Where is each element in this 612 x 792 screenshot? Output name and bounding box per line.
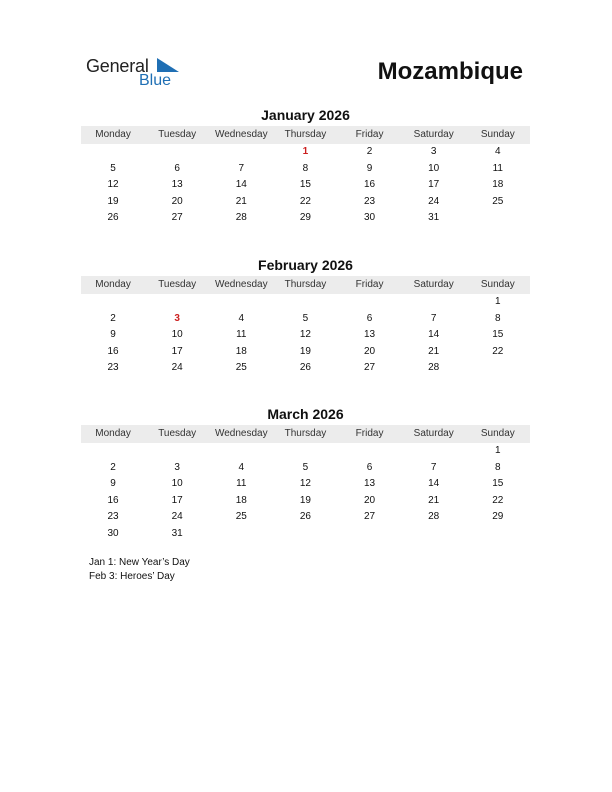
day-cell: 31 — [171, 527, 183, 539]
day-cell: 23 — [107, 362, 119, 374]
week-row — [81, 460, 530, 477]
day-cell: 30 — [364, 212, 376, 224]
empty-day-cell — [273, 294, 337, 311]
week-row — [81, 443, 530, 460]
empty-day-cell — [81, 144, 145, 161]
day-cell: 26 — [299, 511, 311, 523]
day-cell: 2 — [366, 146, 373, 157]
week-row — [81, 476, 530, 493]
day-cell: 31 — [428, 212, 440, 224]
day-cell: 18 — [235, 345, 247, 357]
day-cell: 29 — [492, 511, 504, 523]
day-cell: 20 — [364, 345, 376, 357]
empty-day-cell — [273, 443, 337, 460]
empty-day-cell — [81, 443, 145, 460]
empty-day-cell — [466, 526, 530, 543]
day-cell: 25 — [492, 195, 504, 207]
day-cell: 30 — [107, 527, 119, 539]
day-cell: 8 — [302, 162, 309, 174]
empty-day-cell — [338, 443, 402, 460]
week-row — [81, 360, 530, 377]
day-cell: 19 — [299, 494, 311, 506]
day-cell: 21 — [235, 195, 247, 207]
day-cell: 2 — [110, 461, 116, 473]
day-cell: 16 — [107, 345, 119, 357]
day-cell: 11 — [492, 162, 503, 174]
day-cell: 7 — [430, 461, 437, 473]
week-row — [81, 526, 530, 543]
week-row — [81, 194, 530, 211]
empty-day-cell — [402, 526, 466, 543]
week-row — [81, 493, 530, 510]
day-cell: 7 — [238, 162, 245, 174]
weekday-header: Sunday — [480, 279, 515, 290]
weekday-header: Friday — [355, 129, 384, 140]
empty-day-cell — [145, 144, 209, 161]
day-cell: 12 — [299, 478, 311, 490]
month-calendar — [81, 106, 530, 227]
empty-day-cell — [209, 526, 273, 543]
week-row — [81, 177, 530, 194]
empty-day-cell — [145, 294, 209, 311]
day-cell: 26 — [107, 212, 119, 224]
holiday-notes — [89, 556, 190, 584]
holiday-note: Jan 1: New Year’s Day — [89, 557, 190, 568]
day-cell: 1 — [302, 146, 309, 157]
day-cell: 15 — [492, 329, 504, 341]
day-cell: 25 — [235, 511, 247, 523]
weekday-header-row — [81, 126, 530, 144]
day-cell: 2 — [110, 312, 116, 324]
day-cell: 11 — [236, 478, 247, 490]
day-cell: 23 — [364, 195, 376, 207]
empty-day-cell — [209, 443, 273, 460]
weekday-header: Thursday — [284, 428, 327, 439]
empty-day-cell — [209, 144, 273, 161]
empty-day-cell — [338, 294, 402, 311]
empty-day-cell — [273, 526, 337, 543]
weekday-header: Friday — [355, 428, 384, 439]
day-cell: 18 — [235, 494, 247, 506]
day-cell: 14 — [235, 179, 247, 191]
month-title: January 2026 — [261, 107, 350, 123]
day-cell: 19 — [299, 345, 311, 357]
day-cell: 14 — [428, 478, 440, 490]
day-cell: 24 — [428, 195, 440, 207]
day-cell: 27 — [364, 362, 376, 374]
weekday-header: Saturday — [413, 428, 454, 439]
weekday-header-row — [81, 276, 530, 294]
day-cell: 24 — [171, 362, 183, 374]
day-cell: 28 — [428, 511, 440, 523]
day-cell: 13 — [171, 179, 183, 191]
day-cell: 13 — [364, 478, 376, 490]
month-calendar — [81, 256, 530, 377]
day-cell: 4 — [238, 461, 245, 473]
day-cell: 3 — [430, 146, 437, 157]
day-cell: 6 — [174, 162, 180, 174]
day-cell: 5 — [302, 312, 309, 324]
empty-day-cell — [402, 443, 466, 460]
holiday-note: Feb 3: Heroes’ Day — [89, 571, 175, 582]
week-row — [81, 294, 530, 311]
day-cell: 14 — [428, 329, 440, 341]
weekday-header: Monday — [95, 279, 131, 290]
day-cell: 21 — [428, 494, 440, 506]
day-cell: 22 — [299, 195, 311, 207]
day-cell: 4 — [495, 146, 501, 157]
day-cell: 19 — [107, 195, 119, 207]
day-cell: 8 — [495, 461, 501, 473]
day-cell: 18 — [492, 179, 504, 191]
week-row — [81, 509, 530, 526]
day-cell: 15 — [492, 478, 504, 490]
empty-day-cell — [145, 443, 209, 460]
empty-day-cell — [209, 294, 273, 311]
logo-triangle-icon — [157, 58, 179, 72]
weekday-header: Wednesday — [214, 279, 268, 290]
day-cell: 24 — [171, 511, 183, 523]
day-cell: 1 — [495, 445, 501, 456]
day-cell: 23 — [107, 511, 119, 523]
day-cell: 29 — [299, 212, 311, 224]
weekday-header: Tuesday — [158, 129, 197, 140]
day-cell: 10 — [171, 329, 183, 341]
day-cell: 20 — [171, 195, 183, 207]
day-cell: 5 — [110, 162, 116, 174]
day-cell: 12 — [299, 329, 311, 341]
day-cell: 28 — [428, 362, 440, 374]
day-cell: 17 — [171, 345, 183, 357]
day-cell: 27 — [364, 511, 376, 523]
empty-day-cell — [81, 294, 145, 311]
weekday-header: Monday — [95, 129, 131, 140]
month-title: March 2026 — [267, 406, 344, 422]
weekday-header: Wednesday — [214, 428, 268, 439]
weekday-header: Saturday — [413, 129, 454, 140]
day-cell: 11 — [236, 329, 247, 341]
weekday-header: Thursday — [284, 129, 327, 140]
day-cell: 6 — [366, 312, 373, 324]
day-cell: 9 — [110, 329, 116, 341]
weekday-header: Friday — [355, 279, 384, 290]
logo-text-blue: Blue — [139, 72, 172, 89]
week-row — [81, 344, 530, 361]
day-cell: 5 — [302, 461, 309, 473]
day-cell: 4 — [238, 312, 245, 324]
day-cell: 16 — [107, 494, 119, 506]
day-cell: 9 — [366, 162, 373, 174]
day-cell: 15 — [299, 179, 311, 191]
week-row — [81, 210, 530, 227]
day-cell: 27 — [171, 212, 183, 224]
weekday-header: Monday — [95, 428, 131, 439]
month-calendar — [81, 405, 530, 543]
weekday-header: Tuesday — [158, 428, 197, 439]
day-cell: 1 — [495, 296, 501, 307]
weekday-header: Wednesday — [214, 129, 268, 140]
week-row — [81, 144, 530, 161]
day-cell: 26 — [299, 362, 311, 374]
weekday-header-row — [81, 425, 530, 443]
day-cell: 20 — [364, 494, 376, 506]
day-cell: 7 — [430, 312, 437, 324]
country-title: Mozambique — [377, 58, 523, 85]
day-cell: 22 — [492, 345, 504, 357]
empty-day-cell — [466, 210, 530, 227]
day-cell: 28 — [235, 212, 247, 224]
month-title: February 2026 — [258, 257, 353, 273]
day-cell: 17 — [171, 494, 183, 506]
day-cell: 25 — [235, 362, 247, 374]
empty-day-cell — [466, 360, 530, 377]
weekday-header: Sunday — [480, 428, 515, 439]
weekday-header: Tuesday — [158, 279, 197, 290]
day-cell: 8 — [495, 312, 501, 324]
weekday-header: Sunday — [480, 129, 515, 140]
day-cell: 3 — [174, 312, 180, 324]
day-cell: 9 — [110, 478, 116, 490]
day-cell: 17 — [428, 179, 440, 191]
generalblue-logo — [86, 56, 196, 92]
day-cell: 22 — [492, 494, 504, 506]
empty-day-cell — [338, 526, 402, 543]
day-cell: 21 — [428, 345, 440, 357]
day-cell: 10 — [171, 478, 183, 490]
day-cell: 3 — [174, 461, 180, 473]
day-cell: 13 — [364, 329, 376, 341]
weekday-header: Saturday — [413, 279, 454, 290]
logo-text-general: General — [86, 56, 149, 76]
week-row — [81, 327, 530, 344]
day-cell: 16 — [364, 179, 376, 191]
day-cell: 10 — [428, 162, 440, 174]
day-cell: 12 — [107, 179, 119, 191]
week-row — [81, 311, 530, 328]
day-cell: 6 — [366, 461, 373, 473]
empty-day-cell — [402, 294, 466, 311]
weekday-header: Thursday — [284, 279, 327, 290]
week-row — [81, 161, 530, 178]
